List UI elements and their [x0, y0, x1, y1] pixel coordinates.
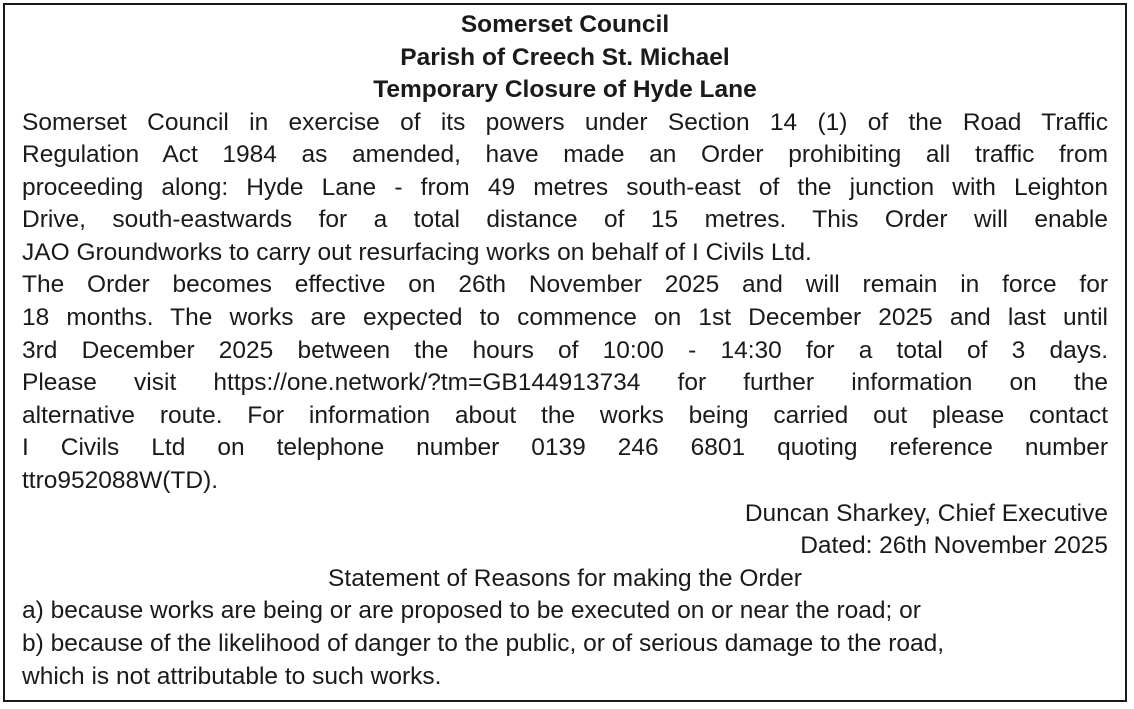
effective-line: Please visit https://one.network/?tm=GB144913734 for further information on the	[22, 369, 1108, 397]
effective-line: alternative route. For information about the works being carried out please contact	[22, 401, 1108, 429]
council-name: Somerset Council	[460, 11, 670, 38]
reason-item: which is not attributable to such works.	[22, 662, 442, 690]
effective-paragraph	[22, 269, 1108, 497]
order-line: Drive, south-eastwards for a total distance of 15 metres. This Order will enable	[22, 206, 1108, 234]
effective-line: ttro952088W(TD).	[22, 467, 219, 495]
notice-heading	[22, 9, 1108, 107]
order-line: proceeding along: Hyde Lane - from 49 metres south-east of the junction with Leighton	[22, 173, 1108, 201]
order-line: Somerset Council in exercise of its powers under Section 14 (1) of the Road Traffic	[22, 108, 1108, 136]
order-line: JAO Groundworks to carry out resurfacing works on behalf of I Civils Ltd.	[22, 238, 812, 266]
effective-line: 3rd December 2025 between the hours of 10:00 - 14:30 for a total of 3 days.	[22, 336, 1108, 364]
reason-item: b) because of the likelihood of danger to the public, or of serious damage to the road,	[22, 630, 945, 657]
dated-line: Dated: 26th November 2025	[800, 532, 1108, 560]
notice-title: Temporary Closure of Hyde Lane	[373, 76, 757, 103]
order-line: Regulation Act 1984 as amended, have made an Order prohibiting all traffic from	[22, 141, 1108, 169]
reason-item: a) because works are being or are proposed to be executed on or near the road; or	[22, 597, 921, 625]
signatory: Duncan Sharkey, Chief Executive	[744, 499, 1108, 527]
effective-line: I Civils Ltd on telephone number 0139 246 6801 quoting reference number	[22, 434, 1108, 462]
effective-line: 18 months. The works are expected to commence on 1st December 2025 and last until	[22, 304, 1108, 332]
public-notice	[3, 3, 1127, 702]
reasons-heading: Statement of Reasons for making the Order	[328, 564, 802, 592]
parish-name: Parish of Creech St. Michael	[400, 43, 730, 71]
order-paragraph	[22, 107, 1108, 270]
effective-line: The Order becomes effective on 26th November 2025 and will remain in force for	[22, 271, 1108, 299]
